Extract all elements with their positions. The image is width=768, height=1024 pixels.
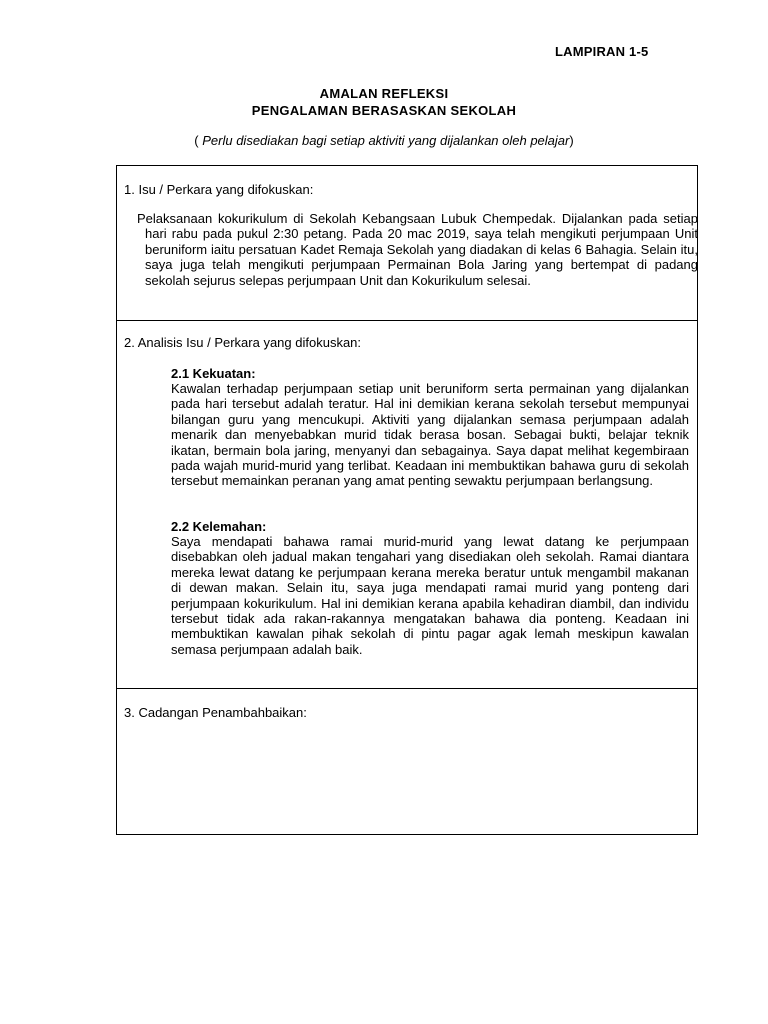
section-isu-heading: 1. Isu / Perkara yang difokuskan: (124, 182, 314, 197)
instruction-note (0, 133, 768, 148)
kelemahan-body: Saya mendapati bahawa ramai murid-murid yang lewat datang ke perjumpaan disebabkan oleh jadual makan tengahari yang disediakan oleh sekolah. Ramai diantara mereka lewat datang ke perjumpaan kerana mereka beratur untuk mengambil makanan di dewan makan. Selain itu, saya juga mendapati ramai murid yang ponteng dari perjumpaan kokurikulum. Hal ini demikian kerana apabila kehadiran diambil, dan individu tersebut tidak ada rakan-rakannya mengatakan bahawa dia ponteng. Keadaan ini membuktikan kawalan pihak sekolah di pintu pagar agak lemah meskipun kawalan semasa perjumpaan adalah baik. (171, 534, 689, 657)
section-cadangan-heading: 3. Cadangan Penambahbaikan: (124, 705, 307, 720)
section-cadangan (116, 689, 698, 835)
kekuatan-body: Kawalan terhadap perjumpaan setiap unit beruniform serta permainan yang dijalankan pada hari tersebut adalah teratur. Hal ini demikian kerana sekolah tersebut mempunyai bilangan guru yang mencukupi. Aktiviti yang dijalankan semasa perjumpaan adalah menarik dan menyebabkan murid tidak berasa bosan. Sebagai bukti, belajar teknik ikatan, bermain bola jaring, menyanyi dan sebagainya. Saya dapat melihat kegembiraan pada wajah murid-murid yang terlibat. Keadaan ini membuktikan bahawa guru di sekolah tersebut memainkan peranan yang amat penting sewaktu perjumpaan berlangsung. (171, 381, 689, 489)
section-analisis (116, 320, 698, 689)
section-isu-body: Pelaksanaan kokurikulum di Sekolah Kebangsaan Lubuk Chempedak. Dijalankan pada setiap hari rabu pada pukul 2:30 petang. Pada 20 mac 2019, saya telah mengikuti perjumpaan Unit beruniform iaitu persatuan Kadet Remaja Sekolah yang diadakan di kelas 6 Bahagia. Selain itu, saya juga telah mengikuti perjumpaan Permainan Bola Jaring yang bertempat di padang sekolah sejurus selepas perjumpaan Unit dan Kokurikulum selesai. (137, 211, 698, 288)
lampiran-label: LAMPIRAN 1-5 (555, 44, 649, 59)
document-title: AMALAN REFLEKSI (319, 86, 449, 101)
note-open-paren: ( (194, 133, 203, 148)
note-close-paren: ) (569, 133, 574, 148)
note-text: Perlu disediakan bagi setiap aktiviti yang dijalankan oleh pelajar (202, 133, 570, 148)
kekuatan-title: 2.1 Kekuatan: (171, 366, 256, 381)
section-isu (116, 165, 698, 321)
document-subtitle: PENGALAMAN BERASASKAN SEKOLAH (251, 103, 517, 118)
section-analisis-heading: 2. Analisis Isu / Perkara yang difokuskan: (124, 335, 362, 350)
kelemahan-title: 2.2 Kelemahan: (171, 519, 267, 534)
